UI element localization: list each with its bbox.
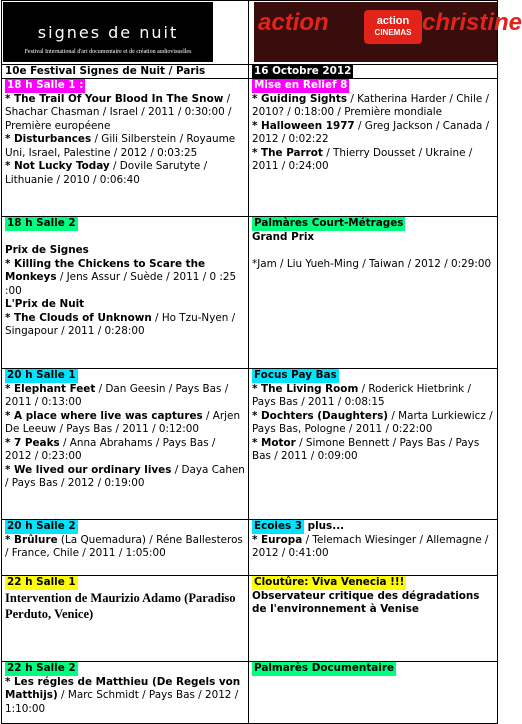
header-date-cell [249,65,497,79]
film-details: / Gili Silberstein / Royaume Uni, Israel, Palestine / 2012 / 0:03:25 [5,133,236,159]
film-details: / Arjen De Leeuw / Pays Bas / 2011 / 0:12:00 [5,409,241,435]
film-title: * Les régles de Matthieu (De Regels von Matthijs) [5,675,241,701]
film-details: / Daya Cahen / Pays Bas / 2012 / 0:19:00 [5,463,245,489]
film-entry [5,437,245,464]
film-title: * Guiding Sights [252,92,348,105]
program-heading: Palmarès Documentaire [254,662,395,674]
film-title: * The Trail Of Your Blood In The Snow [5,92,224,105]
film-details: / Anna Abrahams / Pays Bas / 2012 / 0:23:00 [5,436,216,462]
film-details: / Jens Assur / Suède / 2011 / 0 :25 :00 [5,271,237,297]
film-details: (La Quemadura) / Réne Ballesteros / France, Chile / 2011 / 1:05:00 [5,533,243,559]
program-description: Observateur critique des dégradations de l'environnement à Venise [252,589,480,615]
session-heading: 18 h Salle 2 [7,217,76,229]
award-title: Prix de Signes [5,244,89,256]
logo-badge [364,10,422,44]
program-ecoles [249,520,497,561]
session-heading: 20 h Salle 2 [7,520,76,532]
film-entry [252,383,494,410]
film-title: * The Living Room [252,382,359,395]
film-entry [5,383,245,410]
logo-word-christine: christine [422,9,522,36]
award-label [252,231,494,245]
film-entry [5,312,245,339]
film-entry [252,437,494,464]
film-details: / Simone Bennett / Pays Bas / Pays Bas / 2011 / 0:09:00 [252,436,480,462]
film-title: * The Parrot [252,146,323,159]
film-entry [5,93,245,134]
film-title: * Disturbances [5,133,92,145]
film-entry [252,147,494,174]
film-title: * Motor [252,436,296,449]
session-18h-salle1 [2,79,248,187]
film-details: / Ho Tzu-Nyen / Singapour / 2011 / 0:28:00 [5,311,236,337]
program-heading: Cloutûre: Viva Venecia !!! [254,576,405,588]
film-entry [252,120,494,147]
film-details: / Marta Lurkiewicz / Pays Bas, Pologne / 2011 / 0:22:00 [252,409,493,435]
film-details: / Dan Geesin / Pays Bas / 2011 / 0:13:00 [5,382,229,408]
session-heading: 22 h Salle 2 [7,662,76,674]
session-20h-salle1 [2,369,248,491]
program-table [1,0,522,724]
film-title: * Elephant Feet [5,382,96,395]
festival-title: 10e Festival Signes de Nuit / Paris [5,65,206,77]
film-details: / Marc Schmidt / Pays Bas / 2012 / 1:10:00 [5,689,239,715]
program-mise-en-relief [249,79,497,174]
spacer [5,231,245,245]
session-heading: 18 h Salle 1 : [7,79,84,91]
film-title: * Killing the Chickens to Scare the Monkeys [5,257,206,283]
spacer [252,244,494,258]
logo-subtitle: Festival International d'art documentaire et de création audiovisuelles [24,48,192,55]
header-festival [2,65,248,79]
film-entry [5,258,245,299]
signes-de-nuit-logo [3,2,213,62]
film-title: * A place where live was captures [5,409,203,422]
film-details: / Shachar Chasman / Israel / 2011 / 0:30:00 / Première européene [5,92,232,132]
program-heading: Ecoles 3 [254,520,303,532]
session-18h-salle2 [2,217,248,339]
program-cloture [249,576,497,617]
film-entry [5,676,245,717]
film-details: / Dovile Sarutyte / Lithuanie / 2010 / 0:06:40 [5,160,208,186]
session-22h-salle1 [2,576,248,622]
program-palmares-court [249,217,497,271]
intervention-text: Intervention de Maurizio Adamo (Paradiso Perduto, Venice) [5,590,236,621]
film-entry [5,133,245,160]
film-details: / Katherina Harder / Chile / 2010? / 0:18:00 / Première mondiale [252,92,490,118]
film-title: * 7 Peaks [5,436,60,449]
film-entry [252,258,494,272]
logo-title: signes de nuit [37,23,179,42]
film-entry [5,464,245,491]
session-heading: 20 h Salle 1 [7,369,76,381]
film-details: / Greg Jackson / Canada / 2012 / 0:02:22 [252,119,490,145]
film-entry [252,93,494,120]
table-border-top [1,0,498,1]
award-title: L'Prix de Nuit [5,298,85,310]
film-title: * Brûlure [5,533,58,546]
award-label [5,298,245,312]
program-heading: Palmàres Court-Métrages [254,217,404,229]
film-entry [5,534,245,561]
film-title: * Europa [252,533,303,546]
film-details: / Roderick Hietbrink / Pays Bas / 2011 / 0:08:15 [252,382,472,408]
action-christine-logo [254,2,522,62]
session-heading: 22 h Salle 1 [7,576,76,588]
header-date: 16 Octobre 2012 [254,65,352,77]
film-title: * Not Lucky Today [5,160,110,172]
session-22h-salle2 [2,662,248,716]
logo-word-action: action [258,9,329,36]
film-details: / Telemach Wiesinger / Allemagne / 2012 / 0:41:00 [252,533,489,559]
film-entry [252,534,494,561]
film-entry [252,410,494,437]
award-title: Grand Prix [252,230,315,243]
table-border-right [497,0,498,724]
session-20h-salle2 [2,520,248,561]
program-focus-pays-bas [249,369,497,464]
logo-badge-line2: CINEMAS [374,28,412,37]
program-heading: Mise en Relief 8 [254,79,348,91]
film-title: * The Clouds of Unknown [5,311,152,324]
film-title: * Halloween 1977 [252,119,355,132]
film-title: * We lived our ordinary lives [5,463,172,476]
film-entry [5,410,245,437]
film-details: / Thierry Dousset / Ukraine / 2011 / 0:24:00 [252,146,473,172]
logo-badge-line1: action [376,15,410,27]
film-details: *Jam / Liu Yueh-Ming / Taiwan / 2012 / 0:29:00 [252,257,492,270]
program-heading-suffix: plus... [304,520,345,532]
film-title: * Dochters (Daughters) [252,409,389,422]
award-label [5,244,245,258]
film-entry [5,160,245,187]
program-palmares-documentaire [249,662,497,676]
program-heading: Focus Pay Bas [254,369,337,381]
